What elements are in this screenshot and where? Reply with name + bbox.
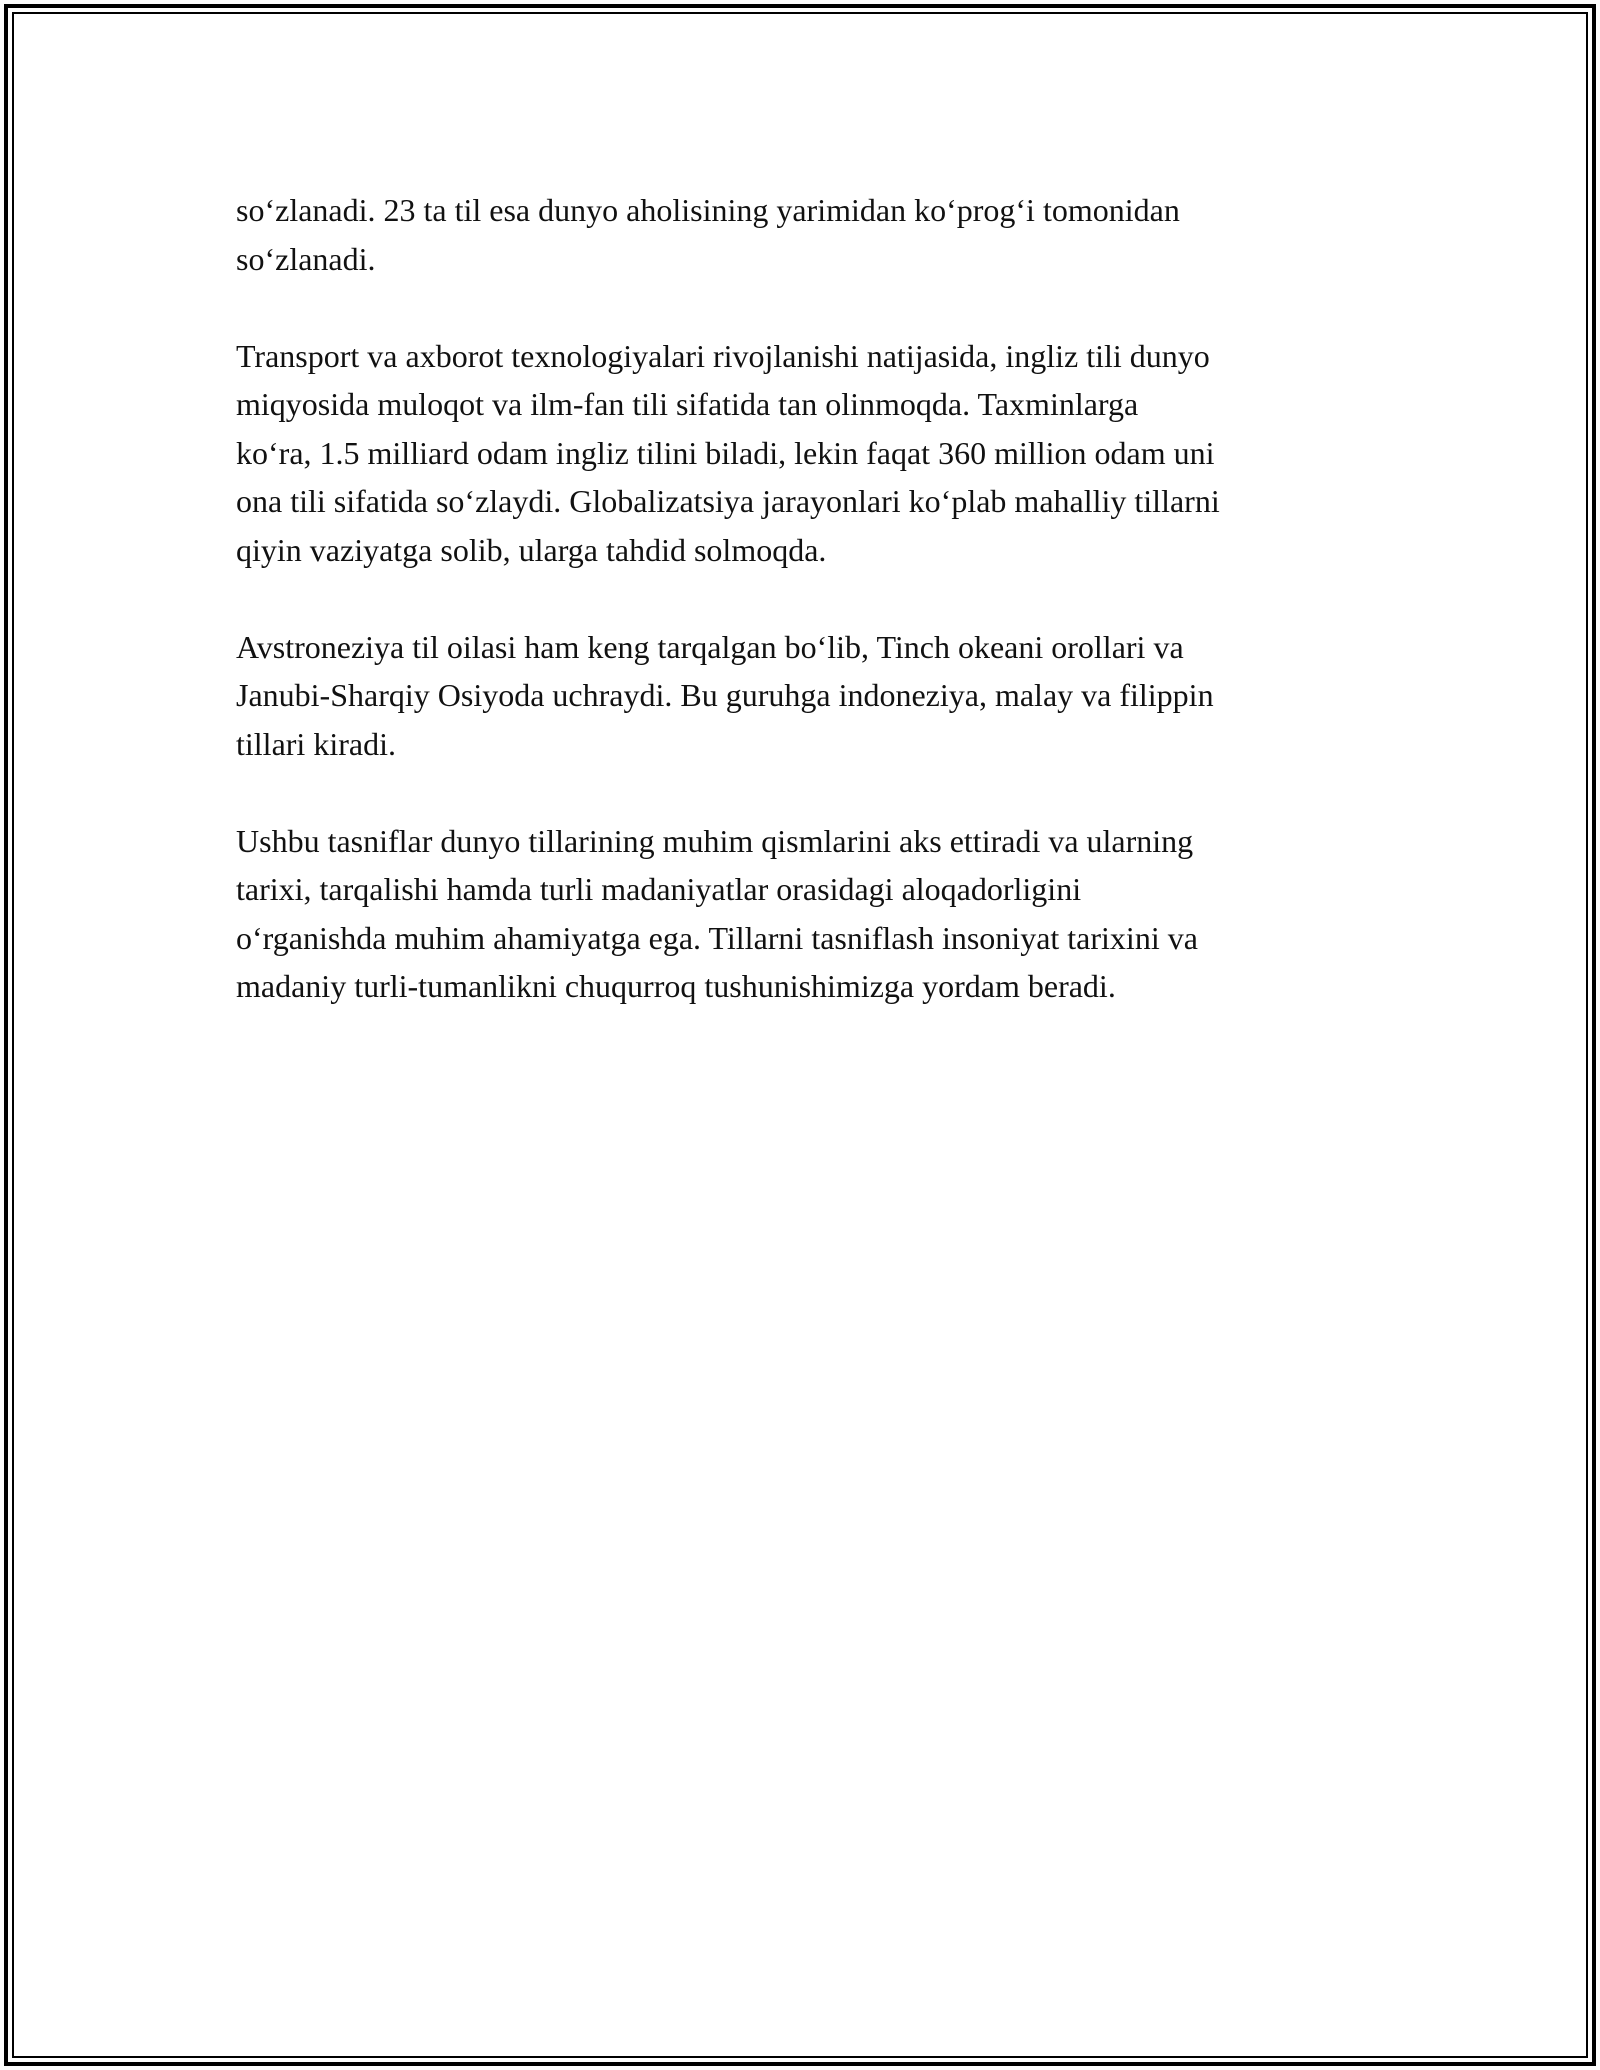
text-line: so‘zlanadi. [236,240,376,277]
text-line: ona tili sifatida so‘zlaydi. Globalizatsiya jarayonlari ko‘plab mahalliy tillarni [236,483,1220,519]
text-line: ko‘ra, 1.5 milliard odam ingliz tilini biladi, lekin faqat 360 million odam uni [236,434,1215,471]
text-line: Transport va axborot texnologiyalari rivojlanishi natijasida, ingliz tili dunyo [236,337,1210,374]
text-line: madaniy turli-tumanlikni chuqurroq tushunishimizga yordam beradi. [236,968,1116,1004]
paragraph-3 [236,623,1376,769]
text-line: Avstroneziya til oilasi ham keng tarqalgan bo‘lib, Tinch okeani orollari va [236,628,1184,665]
text-line: o‘rganishda muhim ahamiyatga ega. Tillarni tasniflash insoniyat tarixini va [236,919,1198,956]
document-body [236,186,1376,1059]
paragraph-4 [236,817,1376,1011]
text-line: tillari kiradi. [236,725,396,762]
text-line: tarixi, tarqalishi hamda turli madaniyatlar orasidagi aloqadorligini [236,871,1082,907]
paragraph-1 [236,186,1376,283]
text-line: Ushbu tasniflar dunyo tillarining muhim qismlarini aks ettiradi va ularning [236,822,1194,859]
paragraph-2 [236,332,1376,575]
text-line: qiyin vaziyatga solib, ularga tahdid solmoqda. [236,531,827,568]
text-line: so‘zlanadi. 23 ta til esa dunyo aholisining yarimidan ko‘prog‘i tomonidan [236,192,1180,228]
text-line: miqyosida muloqot va ilm-fan tili sifatida tan olinmoqda. Taxminlarga [236,386,1139,422]
text-line: Janubi-Sharqiy Osiyoda uchraydi. Bu guruhga indoneziya, malay va filippin [236,677,1214,713]
